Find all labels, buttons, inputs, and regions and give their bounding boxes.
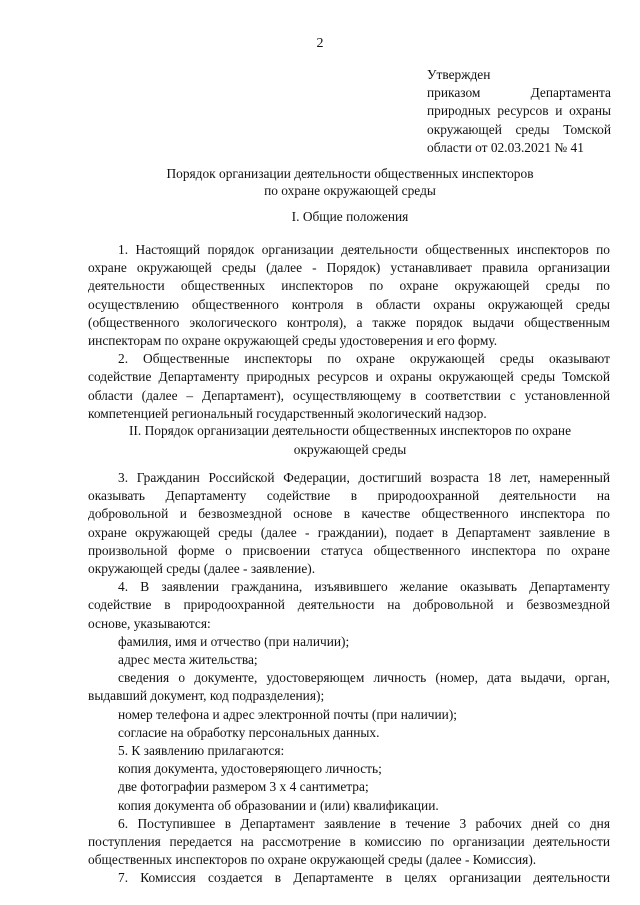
paragraph-line: охране окружающей среды (далее - Порядок) устанавливает правила организации [88,260,610,276]
paragraph-line: поступления передается на рассмотрение в комиссию по организации деятельности [88,834,610,850]
paragraph-line: деятельности общественных инспекторов по охране окружающей среды по [88,278,610,294]
list-item: две фотографии размером 3 х 4 сантиметра; [118,779,369,795]
paragraph-line: осуществлению общественного контроля в области охраны окружающей среды [88,296,610,312]
section-heading [100,421,600,459]
paragraph-line: общественных инспекторов по охране окружающей среды (далее - Комиссия). [88,852,537,868]
page-number: 2 [316,36,324,51]
paragraph-line: 5. К заявлению прилагаются: [118,743,285,759]
paragraph-line: 4. В заявлении гражданина, изъявившего желание оказывать Департаменту [118,579,610,595]
paragraph-line: 6. Поступившее в Департамент заявление в течение 3 рабочих дней со дня [118,815,610,831]
section-1-body [88,241,610,423]
paragraph-line: произвольной форме о присвоении статуса общественного инспектора по охране [88,542,610,558]
paragraph-line: содействие в природоохранной деятельности на добровольной и безвозмездной [88,597,610,613]
paragraph-line: 1. Настоящий порядок организации деятельности общественных инспекторов по [118,242,610,257]
approval-stamp [427,66,611,157]
list-item: номер телефона и адрес электронной почты (при наличии); [118,706,458,722]
paragraph-line: инспекторам по охране окружающей среды удостоверения и его форму. [88,333,498,349]
paragraph-line: 2. Общественные инспекторы по охране окружающей среды оказывают [118,351,610,367]
paragraph-line: области (далее – Департамент), осуществляющему в соответствии с установленной [88,387,610,403]
paragraph-line: содействие Департаменту природных ресурсов и охраны окружающей среды Томской [88,369,610,385]
paragraph-line: окружающей среды (далее - заявление). [88,561,316,577]
list-item: копия документа, удостоверяющего личность; [118,761,382,777]
title-line: Порядок организации деятельности общественных инспекторов [166,166,534,181]
list-item: сведения о документе, удостоверяющем личность (номер, дата выдачи, орган, [118,670,610,686]
approval-line: приказом Департамента [427,85,611,101]
approval-line: Утвержден [427,67,491,82]
title-line: по охране окружающей среды [264,183,436,198]
paragraph-line: оказывать Департаменту содействие в природоохранной деятельности на [88,488,610,504]
section-heading-line: окружающей среды [293,442,407,457]
paragraph-line: охране окружающей среды (далее - граждании), подает в Департамент заявление в [88,524,610,540]
list-item: копия документа об образовании и (или) квалификации. [118,797,439,813]
paragraph-line: добровольной и безвозмездной основе в качестве общественного инспектора по [88,506,610,522]
approval-line: природных ресурсов и охраны [427,103,611,119]
paragraph-line: (общественного экологического контроля), а также порядок выдачи общественным [88,314,610,330]
list-item: согласие на обработку персональных данных. [118,724,380,740]
paragraph-line: 7. Комиссия создается в Департаменте в целях организации деятельности [118,870,610,886]
section-2-body [88,469,610,888]
document-title [100,165,600,199]
list-item: фамилия, имя и отчество (при наличии); [118,633,350,649]
section-heading-line: II. Порядок организации деятельности общественных инспекторов по охране [128,423,572,438]
section-heading: I. Общие положения [291,209,409,224]
paragraph-line: основе, указываются: [88,615,211,631]
approval-line: окружающей среды Томской [427,121,611,137]
approval-line: области от 02.03.2021 № 41 [427,139,584,155]
list-item: адрес места жительства; [118,652,258,668]
paragraph-line: компетенцией региональный государственный экологический надзор. [88,405,487,421]
paragraph-line: 3. Гражданин Российской Федерации, достигший возраста 18 лет, намеренный [118,470,610,485]
list-item: выдавший документ, код подразделения); [88,688,325,704]
